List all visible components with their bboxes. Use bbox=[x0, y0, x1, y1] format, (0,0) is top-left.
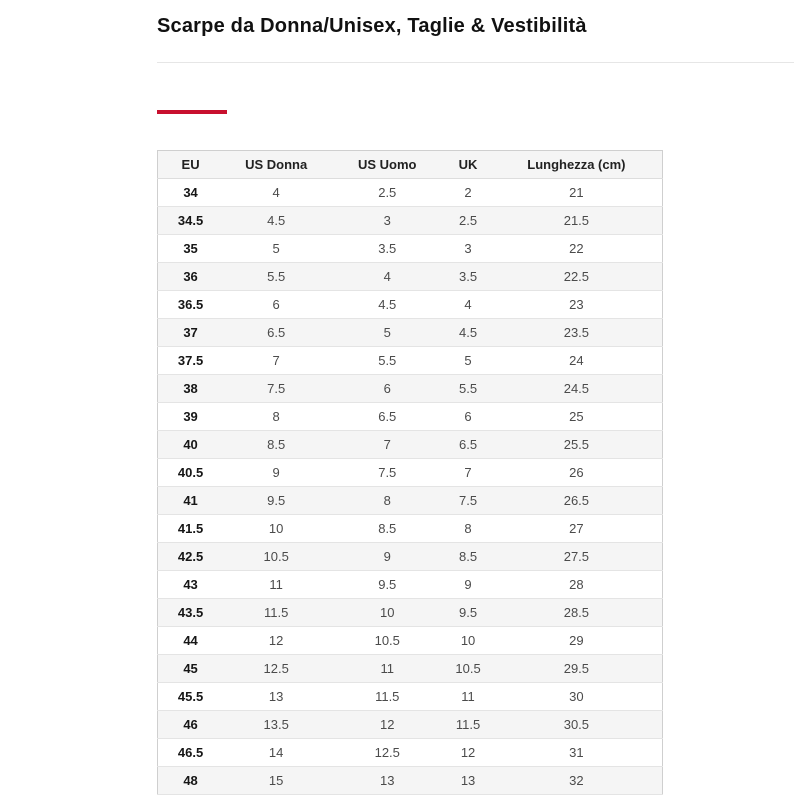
table-row bbox=[158, 291, 663, 319]
size-cell: 7.5 bbox=[223, 375, 329, 403]
size-cell: 5.5 bbox=[445, 375, 490, 403]
size-cell: 11 bbox=[445, 683, 490, 711]
size-cell: 28 bbox=[491, 571, 663, 599]
size-cell: 26.5 bbox=[491, 487, 663, 515]
eu-size-cell: 43 bbox=[158, 571, 224, 599]
size-cell: 21 bbox=[491, 179, 663, 207]
column-header: UK bbox=[445, 151, 490, 179]
table-row bbox=[158, 347, 663, 375]
size-cell: 9.5 bbox=[445, 599, 490, 627]
size-cell: 6 bbox=[329, 375, 445, 403]
size-cell: 6.5 bbox=[329, 403, 445, 431]
header-row bbox=[158, 151, 663, 179]
size-cell: 25.5 bbox=[491, 431, 663, 459]
column-header: US Donna bbox=[223, 151, 329, 179]
size-cell: 8 bbox=[329, 487, 445, 515]
eu-size-cell: 46.5 bbox=[158, 739, 224, 767]
column-header: Lunghezza (cm) bbox=[491, 151, 663, 179]
eu-size-cell: 48 bbox=[158, 767, 224, 795]
table-row bbox=[158, 431, 663, 459]
size-cell: 10 bbox=[445, 627, 490, 655]
size-cell: 4 bbox=[329, 263, 445, 291]
table-row bbox=[158, 767, 663, 795]
size-cell: 32 bbox=[491, 767, 663, 795]
column-header: EU bbox=[158, 151, 224, 179]
eu-size-cell: 34 bbox=[158, 179, 224, 207]
size-table-body bbox=[158, 179, 663, 795]
size-cell: 15 bbox=[223, 767, 329, 795]
size-cell: 8 bbox=[445, 515, 490, 543]
table-row bbox=[158, 459, 663, 487]
eu-size-cell: 39 bbox=[158, 403, 224, 431]
size-cell: 23 bbox=[491, 291, 663, 319]
size-cell: 11 bbox=[223, 571, 329, 599]
size-cell: 7.5 bbox=[445, 487, 490, 515]
size-cell: 9 bbox=[223, 459, 329, 487]
size-cell: 24 bbox=[491, 347, 663, 375]
size-cell: 7 bbox=[223, 347, 329, 375]
size-cell: 30 bbox=[491, 683, 663, 711]
eu-size-cell: 45 bbox=[158, 655, 224, 683]
size-cell: 7 bbox=[329, 431, 445, 459]
size-cell: 13 bbox=[445, 767, 490, 795]
size-cell: 14 bbox=[223, 739, 329, 767]
eu-size-cell: 40.5 bbox=[158, 459, 224, 487]
table-row bbox=[158, 375, 663, 403]
size-cell: 31 bbox=[491, 739, 663, 767]
size-cell: 22.5 bbox=[491, 263, 663, 291]
size-cell: 3.5 bbox=[329, 235, 445, 263]
size-cell: 3 bbox=[445, 235, 490, 263]
size-cell: 5 bbox=[329, 319, 445, 347]
table-row bbox=[158, 739, 663, 767]
table-row bbox=[158, 683, 663, 711]
size-cell: 2.5 bbox=[329, 179, 445, 207]
size-cell: 3.5 bbox=[445, 263, 490, 291]
size-cell: 21.5 bbox=[491, 207, 663, 235]
size-cell: 12 bbox=[329, 711, 445, 739]
table-row bbox=[158, 403, 663, 431]
size-cell: 23.5 bbox=[491, 319, 663, 347]
size-cell: 27.5 bbox=[491, 543, 663, 571]
size-cell: 12.5 bbox=[223, 655, 329, 683]
size-cell: 22 bbox=[491, 235, 663, 263]
size-cell: 7.5 bbox=[329, 459, 445, 487]
eu-size-cell: 35 bbox=[158, 235, 224, 263]
page-title: Scarpe da Donna/Unisex, Taglie & Vestibilità bbox=[157, 15, 587, 37]
eu-size-cell: 36.5 bbox=[158, 291, 224, 319]
size-cell: 6 bbox=[223, 291, 329, 319]
table-row bbox=[158, 655, 663, 683]
size-cell: 9.5 bbox=[329, 571, 445, 599]
eu-size-cell: 36 bbox=[158, 263, 224, 291]
size-cell: 10.5 bbox=[445, 655, 490, 683]
size-cell: 13.5 bbox=[223, 711, 329, 739]
size-cell: 4.5 bbox=[329, 291, 445, 319]
eu-size-cell: 42.5 bbox=[158, 543, 224, 571]
size-cell: 10.5 bbox=[329, 627, 445, 655]
size-cell: 30.5 bbox=[491, 711, 663, 739]
size-cell: 13 bbox=[329, 767, 445, 795]
size-cell: 5 bbox=[445, 347, 490, 375]
size-cell: 11.5 bbox=[445, 711, 490, 739]
size-cell: 4 bbox=[445, 291, 490, 319]
size-cell: 5 bbox=[223, 235, 329, 263]
size-cell: 6 bbox=[445, 403, 490, 431]
size-chart-table bbox=[157, 150, 663, 795]
size-cell: 9.5 bbox=[223, 487, 329, 515]
eu-size-cell: 37.5 bbox=[158, 347, 224, 375]
table-row bbox=[158, 571, 663, 599]
column-header: US Uomo bbox=[329, 151, 445, 179]
table-row bbox=[158, 207, 663, 235]
size-cell: 4 bbox=[223, 179, 329, 207]
size-cell: 4.5 bbox=[445, 319, 490, 347]
table-row bbox=[158, 711, 663, 739]
table-row bbox=[158, 543, 663, 571]
size-cell: 8.5 bbox=[223, 431, 329, 459]
size-cell: 5.5 bbox=[329, 347, 445, 375]
size-cell: 5.5 bbox=[223, 263, 329, 291]
size-cell: 12.5 bbox=[329, 739, 445, 767]
size-cell: 10 bbox=[223, 515, 329, 543]
table-row bbox=[158, 599, 663, 627]
eu-size-cell: 38 bbox=[158, 375, 224, 403]
size-cell: 12 bbox=[445, 739, 490, 767]
size-cell: 29.5 bbox=[491, 655, 663, 683]
table-row bbox=[158, 235, 663, 263]
table-row bbox=[158, 487, 663, 515]
table-row bbox=[158, 627, 663, 655]
table-row bbox=[158, 319, 663, 347]
eu-size-cell: 43.5 bbox=[158, 599, 224, 627]
table-row bbox=[158, 179, 663, 207]
size-cell: 11 bbox=[329, 655, 445, 683]
eu-size-cell: 34.5 bbox=[158, 207, 224, 235]
eu-size-cell: 40 bbox=[158, 431, 224, 459]
size-cell: 28.5 bbox=[491, 599, 663, 627]
size-cell: 7 bbox=[445, 459, 490, 487]
size-cell: 9 bbox=[445, 571, 490, 599]
table-row bbox=[158, 263, 663, 291]
size-cell: 25 bbox=[491, 403, 663, 431]
eu-size-cell: 44 bbox=[158, 627, 224, 655]
size-cell: 8.5 bbox=[445, 543, 490, 571]
size-cell: 10.5 bbox=[223, 543, 329, 571]
size-cell: 4.5 bbox=[223, 207, 329, 235]
size-cell: 24.5 bbox=[491, 375, 663, 403]
size-cell: 27 bbox=[491, 515, 663, 543]
size-cell: 9 bbox=[329, 543, 445, 571]
size-cell: 6.5 bbox=[223, 319, 329, 347]
size-cell: 12 bbox=[223, 627, 329, 655]
red-accent-bar bbox=[157, 110, 227, 114]
table-row bbox=[158, 515, 663, 543]
size-cell: 29 bbox=[491, 627, 663, 655]
size-cell: 2.5 bbox=[445, 207, 490, 235]
size-cell: 3 bbox=[329, 207, 445, 235]
size-cell: 8 bbox=[223, 403, 329, 431]
eu-size-cell: 46 bbox=[158, 711, 224, 739]
title-divider bbox=[157, 62, 794, 63]
eu-size-cell: 37 bbox=[158, 319, 224, 347]
eu-size-cell: 41.5 bbox=[158, 515, 224, 543]
size-cell: 13 bbox=[223, 683, 329, 711]
size-cell: 8.5 bbox=[329, 515, 445, 543]
size-cell: 2 bbox=[445, 179, 490, 207]
eu-size-cell: 45.5 bbox=[158, 683, 224, 711]
eu-size-cell: 41 bbox=[158, 487, 224, 515]
size-cell: 10 bbox=[329, 599, 445, 627]
size-cell: 26 bbox=[491, 459, 663, 487]
size-cell: 6.5 bbox=[445, 431, 490, 459]
size-cell: 11.5 bbox=[223, 599, 329, 627]
size-cell: 11.5 bbox=[329, 683, 445, 711]
